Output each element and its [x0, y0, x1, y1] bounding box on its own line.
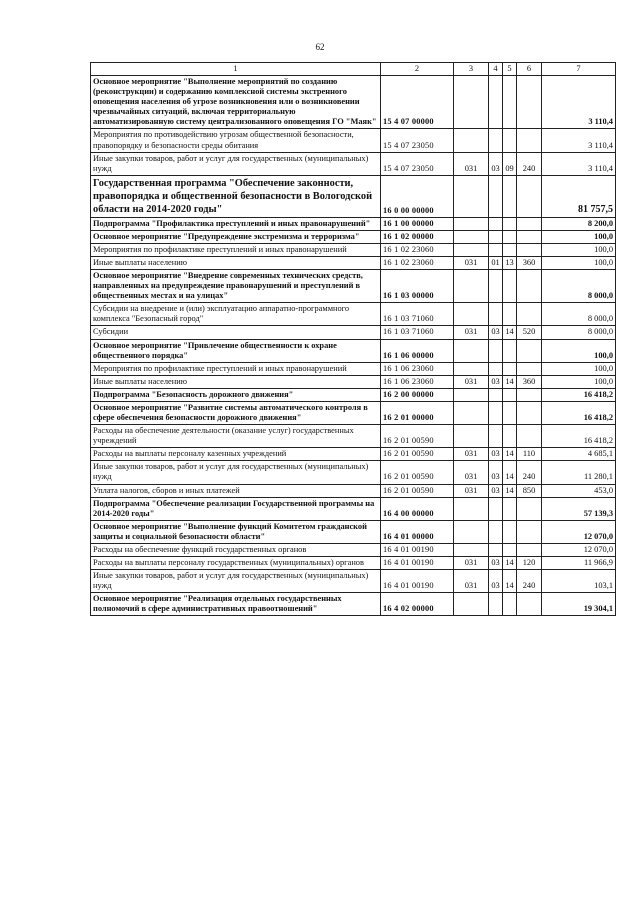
amount: 4 685,1	[542, 448, 616, 461]
kosgu-code: 240	[517, 570, 542, 593]
row-name: Иные выплаты населению	[91, 257, 381, 270]
expense-type	[454, 362, 489, 375]
expense-type	[454, 401, 489, 424]
target-code: 16 1 06 23060	[381, 375, 454, 388]
subsection-code: 14	[503, 375, 517, 388]
expense-type: 031	[454, 257, 489, 270]
row-name: Расходы на выплаты персоналу казенных учреждений	[91, 448, 381, 461]
subsection-code	[503, 129, 517, 152]
table-row	[91, 461, 616, 484]
amount: 11 966,9	[542, 556, 616, 569]
expense-type	[454, 425, 489, 448]
amount: 8 200,0	[542, 217, 616, 230]
budget-table	[90, 62, 616, 616]
subsection-code	[503, 303, 517, 326]
row-name: Иные выплаты населению	[91, 375, 381, 388]
section-code	[489, 175, 503, 217]
table-row	[91, 76, 616, 129]
amount: 16 418,2	[542, 388, 616, 401]
section-code: 03	[489, 375, 503, 388]
subsection-code	[503, 230, 517, 243]
expense-type: 031	[454, 326, 489, 339]
section-code: 03	[489, 556, 503, 569]
row-name: Расходы на обеспечение деятельности (оказание услуг) государственных учреждений	[91, 425, 381, 448]
subsection-code	[503, 388, 517, 401]
amount: 11 280,1	[542, 461, 616, 484]
expense-type	[454, 388, 489, 401]
kosgu-code: 360	[517, 375, 542, 388]
target-code: 15 4 07 00000	[381, 76, 454, 129]
amount: 16 418,2	[542, 401, 616, 424]
amount: 8 000,0	[542, 270, 616, 303]
subsection-code: 14	[503, 556, 517, 569]
target-code: 16 1 06 23060	[381, 362, 454, 375]
expense-type	[454, 303, 489, 326]
section-code	[489, 270, 503, 303]
expense-type: 031	[454, 152, 489, 175]
subsection-code	[503, 593, 517, 616]
table-row	[91, 425, 616, 448]
kosgu-code	[517, 543, 542, 556]
kosgu-code: 240	[517, 152, 542, 175]
amount: 81 757,5	[542, 175, 616, 217]
row-name: Подпрограмма "Безопасность дорожного движения"	[91, 388, 381, 401]
target-code: 16 1 02 23060	[381, 257, 454, 270]
section-code	[489, 593, 503, 616]
column-header: 1	[91, 63, 381, 76]
table-row	[91, 326, 616, 339]
amount: 12 070,0	[542, 520, 616, 543]
subsection-code	[503, 217, 517, 230]
table-row	[91, 230, 616, 243]
section-code	[489, 388, 503, 401]
kosgu-code: 120	[517, 556, 542, 569]
target-code: 16 2 01 00590	[381, 425, 454, 448]
section-code	[489, 401, 503, 424]
kosgu-code: 520	[517, 326, 542, 339]
kosgu-code	[517, 339, 542, 362]
table-row	[91, 217, 616, 230]
expense-type: 031	[454, 556, 489, 569]
expense-type	[454, 270, 489, 303]
row-name: Основное мероприятие "Выполнение мероприятий по созданию (реконструкции) и содержанию комплексной системы экстренного оповещения населения об угрозе возникновения или о возникновении чрезвычайных ситуаций, включая территориальную автоматизированную систему централизованного оповещения ГО "Маяк"	[91, 76, 381, 129]
amount: 100,0	[542, 230, 616, 243]
target-code: 16 1 02 00000	[381, 230, 454, 243]
target-code: 16 4 01 00190	[381, 543, 454, 556]
row-name: Иные закупки товаров, работ и услуг для государственных (муниципальных) нужд	[91, 461, 381, 484]
subsection-code	[503, 425, 517, 448]
target-code: 16 2 01 00590	[381, 448, 454, 461]
section-code	[489, 129, 503, 152]
section-code	[489, 243, 503, 256]
kosgu-code: 850	[517, 484, 542, 497]
kosgu-code	[517, 217, 542, 230]
expense-type: 031	[454, 484, 489, 497]
target-code: 16 0 00 00000	[381, 175, 454, 217]
section-code	[489, 76, 503, 129]
row-name: Уплата налогов, сборов и иных платежей	[91, 484, 381, 497]
section-code	[489, 520, 503, 543]
target-code: 16 1 06 00000	[381, 339, 454, 362]
expense-type	[454, 76, 489, 129]
row-name: Субсидии на внедрение и (или) эксплуатацию аппаратно-программного комплекса "Безопасный город"	[91, 303, 381, 326]
amount: 100,0	[542, 257, 616, 270]
kosgu-code: 110	[517, 448, 542, 461]
row-name: Иные закупки товаров, работ и услуг для государственных (муниципальных) нужд	[91, 570, 381, 593]
expense-type: 031	[454, 375, 489, 388]
row-name: Основное мероприятие "Развитие системы автоматического контроля в сфере обеспечения безопасности дорожного движения"	[91, 401, 381, 424]
table-row	[91, 448, 616, 461]
target-code: 16 1 03 71060	[381, 326, 454, 339]
target-code: 16 4 01 00190	[381, 556, 454, 569]
subsection-code: 14	[503, 570, 517, 593]
subsection-code: 14	[503, 484, 517, 497]
expense-type	[454, 217, 489, 230]
table-row	[91, 556, 616, 569]
expense-type	[454, 129, 489, 152]
row-name: Основное мероприятие "Реализация отдельных государственных полномочий в сфере административных правоотношений"	[91, 593, 381, 616]
section-code: 03	[489, 461, 503, 484]
table-row	[91, 303, 616, 326]
row-name: Расходы на выплаты персоналу государственных (муниципальных) органов	[91, 556, 381, 569]
amount: 12 070,0	[542, 543, 616, 556]
amount: 103,1	[542, 570, 616, 593]
table-row	[91, 520, 616, 543]
table-row	[91, 362, 616, 375]
section-code: 03	[489, 570, 503, 593]
table-row	[91, 484, 616, 497]
target-code: 16 2 01 00590	[381, 461, 454, 484]
row-name: Подпрограмма "Профилактика преступлений и иных правонарушений"	[91, 217, 381, 230]
expense-type	[454, 497, 489, 520]
row-name: Расходы на обеспечение функций государственных органов	[91, 543, 381, 556]
expense-type	[454, 339, 489, 362]
amount: 453,0	[542, 484, 616, 497]
target-code: 16 4 00 00000	[381, 497, 454, 520]
expense-type	[454, 230, 489, 243]
row-name: Основное мероприятие "Привлечение общественности к охране общественного порядка"	[91, 339, 381, 362]
target-code: 16 2 00 00000	[381, 388, 454, 401]
table-row	[91, 388, 616, 401]
subsection-code: 14	[503, 448, 517, 461]
kosgu-code	[517, 270, 542, 303]
kosgu-code	[517, 243, 542, 256]
row-name: Подпрограмма "Обеспечение реализации Государственной программы на 2014-2020 годы"	[91, 497, 381, 520]
section-code	[489, 339, 503, 362]
expense-type: 031	[454, 570, 489, 593]
target-code: 16 2 01 00000	[381, 401, 454, 424]
target-code: 16 1 03 00000	[381, 270, 454, 303]
kosgu-code	[517, 401, 542, 424]
subsection-code	[503, 270, 517, 303]
row-name: Государственная программа "Обеспечение законности, правопорядка и общественной безопасности в Вологодской области на 2014-2020 годы"	[91, 175, 381, 217]
subsection-code	[503, 401, 517, 424]
row-name: Мероприятия по профилактике преступлений и иных правонарушений	[91, 243, 381, 256]
target-code: 15 4 07 23050	[381, 129, 454, 152]
target-code: 16 1 00 00000	[381, 217, 454, 230]
kosgu-code	[517, 497, 542, 520]
row-name: Мероприятия по профилактике преступлений и иных правонарушений	[91, 362, 381, 375]
kosgu-code	[517, 388, 542, 401]
kosgu-code	[517, 175, 542, 217]
expense-type	[454, 175, 489, 217]
subsection-code	[503, 175, 517, 217]
row-name: Мероприятия по противодействию угрозам общественной безопасности, правопорядку и безопасности среды обитания	[91, 129, 381, 152]
page-number: 62	[315, 42, 325, 52]
subsection-code: 13	[503, 257, 517, 270]
section-code: 03	[489, 326, 503, 339]
table-row	[91, 152, 616, 175]
section-code	[489, 543, 503, 556]
subsection-code	[503, 243, 517, 256]
row-name: Основное мероприятие "Внедрение современных технических средств, направленных на предупреждение правонарушений и преступлений в общественных местах и на улицах"	[91, 270, 381, 303]
row-name: Субсидии	[91, 326, 381, 339]
column-header: 3	[454, 63, 489, 76]
section-code	[489, 425, 503, 448]
subsection-code: 09	[503, 152, 517, 175]
table-row	[91, 129, 616, 152]
kosgu-code	[517, 425, 542, 448]
expense-type: 031	[454, 461, 489, 484]
subsection-code: 14	[503, 461, 517, 484]
subsection-code	[503, 362, 517, 375]
header-row	[91, 63, 616, 76]
kosgu-code	[517, 129, 542, 152]
row-name: Основное мероприятие "Предупреждение экстремизма и терроризма"	[91, 230, 381, 243]
subsection-code: 14	[503, 326, 517, 339]
table-row	[91, 401, 616, 424]
row-name: Основное мероприятие "Выполнение функций Комитетом гражданской защиты и социальной безопасности области"	[91, 520, 381, 543]
kosgu-code: 240	[517, 461, 542, 484]
target-code: 16 1 03 71060	[381, 303, 454, 326]
subsection-code	[503, 76, 517, 129]
column-header: 7	[542, 63, 616, 76]
kosgu-code	[517, 362, 542, 375]
amount: 57 139,3	[542, 497, 616, 520]
table-row	[91, 570, 616, 593]
table-row	[91, 593, 616, 616]
target-code: 16 4 02 00000	[381, 593, 454, 616]
expense-type	[454, 243, 489, 256]
expense-type: 031	[454, 448, 489, 461]
amount: 16 418,2	[542, 425, 616, 448]
section-code: 03	[489, 152, 503, 175]
amount: 8 000,0	[542, 303, 616, 326]
expense-type	[454, 543, 489, 556]
table-row	[91, 175, 616, 217]
row-name: Иные закупки товаров, работ и услуг для государственных (муниципальных) нужд	[91, 152, 381, 175]
subsection-code	[503, 520, 517, 543]
table-row	[91, 543, 616, 556]
subsection-code	[503, 543, 517, 556]
section-code	[489, 217, 503, 230]
amount: 3 110,4	[542, 76, 616, 129]
section-code	[489, 303, 503, 326]
amount: 3 110,4	[542, 152, 616, 175]
target-code: 16 4 01 00190	[381, 570, 454, 593]
kosgu-code	[517, 76, 542, 129]
kosgu-code	[517, 303, 542, 326]
table-row	[91, 257, 616, 270]
amount: 100,0	[542, 362, 616, 375]
subsection-code	[503, 497, 517, 520]
kosgu-code	[517, 230, 542, 243]
amount: 8 000,0	[542, 326, 616, 339]
amount: 19 304,1	[542, 593, 616, 616]
section-code: 01	[489, 257, 503, 270]
target-code: 16 1 02 23060	[381, 243, 454, 256]
section-code	[489, 362, 503, 375]
target-code: 15 4 07 23050	[381, 152, 454, 175]
section-code	[489, 230, 503, 243]
amount: 100,0	[542, 243, 616, 256]
target-code: 16 2 01 00590	[381, 484, 454, 497]
column-header: 2	[381, 63, 454, 76]
section-code: 03	[489, 448, 503, 461]
expense-type	[454, 520, 489, 543]
table-row	[91, 339, 616, 362]
table-row	[91, 243, 616, 256]
target-code: 16 4 01 00000	[381, 520, 454, 543]
table-row	[91, 270, 616, 303]
section-code: 03	[489, 484, 503, 497]
kosgu-code	[517, 520, 542, 543]
table-row	[91, 375, 616, 388]
expense-type	[454, 593, 489, 616]
amount: 3 110,4	[542, 129, 616, 152]
column-header: 4	[489, 63, 503, 76]
amount: 100,0	[542, 339, 616, 362]
kosgu-code: 360	[517, 257, 542, 270]
column-header: 5	[503, 63, 517, 76]
table-row	[91, 497, 616, 520]
subsection-code	[503, 339, 517, 362]
section-code	[489, 497, 503, 520]
column-header: 6	[517, 63, 542, 76]
kosgu-code	[517, 593, 542, 616]
amount: 100,0	[542, 375, 616, 388]
